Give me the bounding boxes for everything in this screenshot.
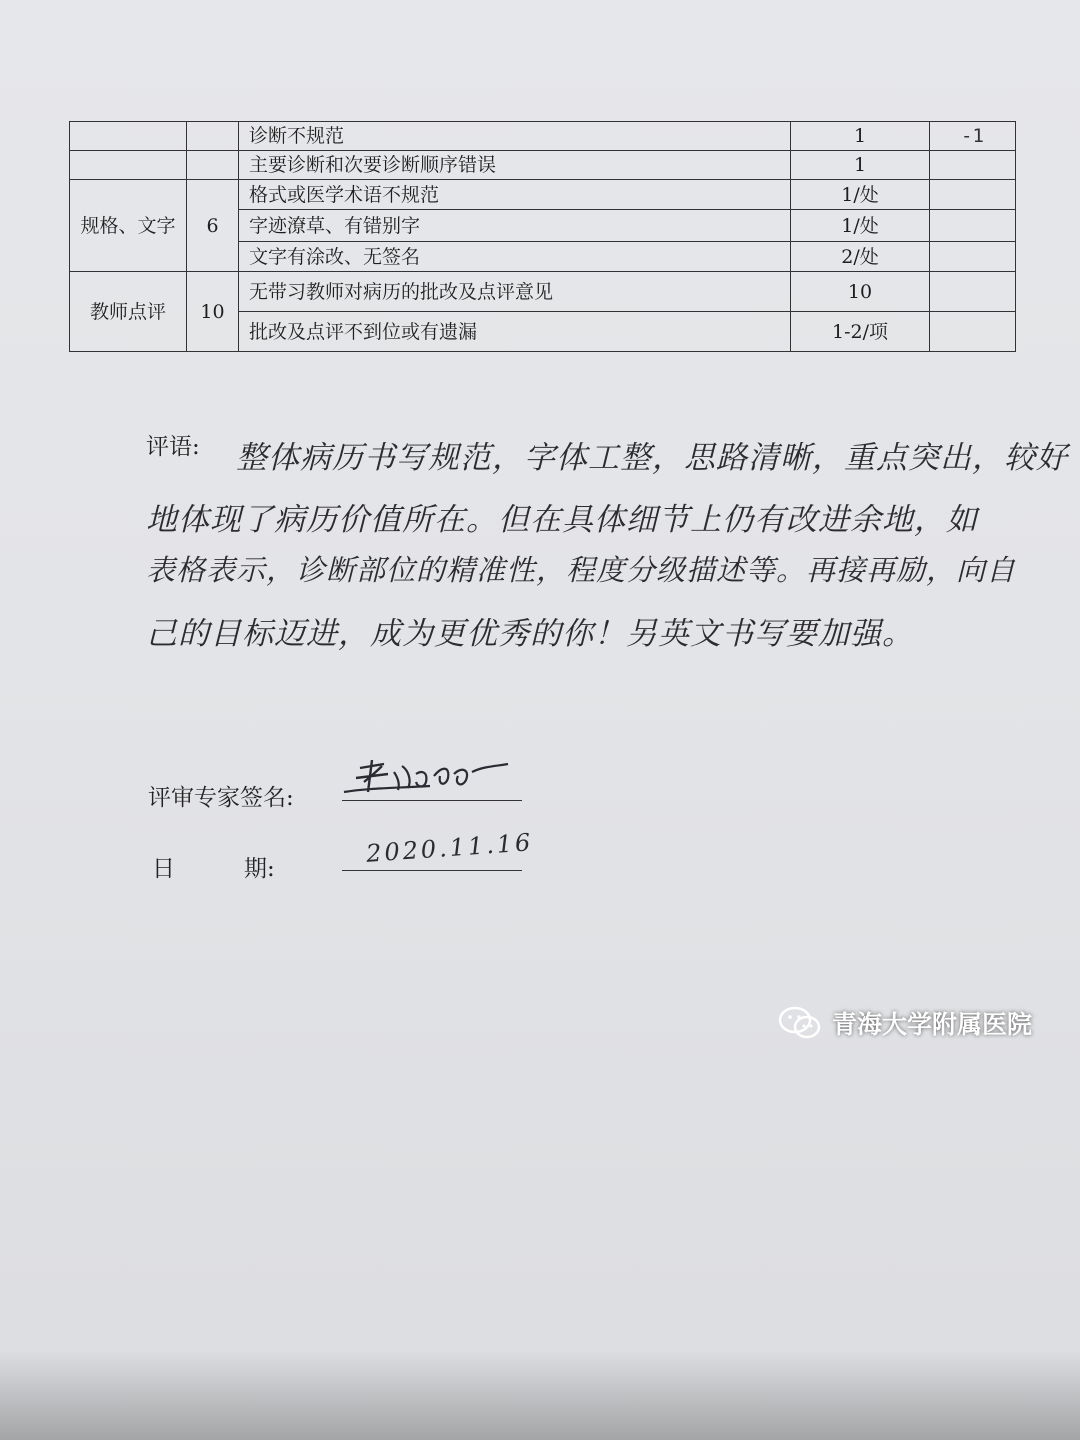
wechat-icon: [778, 1005, 822, 1041]
deduction-cell: 1-2/项: [791, 312, 930, 352]
points-cell: 6: [187, 180, 239, 272]
comment-line-1: 整体病历书写规范，字体工整，思路清晰，重点突出，较好: [236, 440, 1068, 476]
watermark-text: 青海大学附属医院: [832, 1010, 1033, 1039]
date-underline: [342, 870, 522, 871]
comment-label: 评语:: [146, 434, 200, 460]
mark-cell: [930, 272, 1016, 312]
mark-cell: [930, 180, 1016, 210]
item-cell: 诊断不规范: [239, 122, 791, 151]
deduction-cell: 1/处: [791, 180, 930, 210]
deduction-cell: 1: [791, 151, 930, 180]
mark-cell: [930, 151, 1016, 180]
deduction-cell: 1: [791, 122, 930, 151]
item-cell: 批改及点评不到位或有遗漏: [239, 312, 791, 352]
signature-label: 评审专家签名:: [148, 785, 294, 811]
table-row: [70, 122, 1016, 151]
handwritten-mark: -1: [930, 122, 1016, 151]
comment-line-4: 己的目标迈进，成为更优秀的你！另英文书写要加强。: [146, 616, 914, 652]
watermark: [778, 1005, 1032, 1041]
points-cell: [187, 151, 239, 180]
mark-cell: [930, 210, 1016, 242]
signature-underline: [342, 800, 522, 801]
deduction-cell: 10: [791, 272, 930, 312]
date-value: 2020.11.16: [365, 828, 535, 868]
score-table: [69, 121, 1016, 352]
item-cell: 格式或医学术语不规范: [239, 180, 791, 210]
item-cell: 字迹潦草、有错别字: [239, 210, 791, 242]
category-cell: 规格、文字: [70, 180, 187, 272]
table-row: [70, 180, 1016, 210]
item-cell: 文字有涂改、无签名: [239, 242, 791, 272]
table-row: [70, 272, 1016, 312]
points-cell: [187, 122, 239, 151]
signature-image: [338, 752, 518, 802]
points-cell: 10: [187, 272, 239, 352]
category-cell: [70, 151, 187, 180]
date-label: 日 期:: [152, 856, 275, 882]
deduction-cell: 2/处: [791, 242, 930, 272]
category-cell: 教师点评: [70, 272, 187, 352]
comment-line-2: 地体现了病历价值所在。但在具体细节上仍有改进余地，如: [146, 502, 978, 538]
deduction-cell: 1/处: [791, 210, 930, 242]
table-row: [70, 151, 1016, 180]
item-cell: 主要诊断和次要诊断顺序错误: [239, 151, 791, 180]
comment-line-3: 表格表示，诊断部位的精准性，程度分级描述等。再接再励，向自: [146, 553, 1017, 587]
mark-cell: [930, 312, 1016, 352]
mark-cell: [930, 242, 1016, 272]
category-cell: [70, 122, 187, 151]
item-cell: 无带习教师对病历的批改及点评意见: [239, 272, 791, 312]
